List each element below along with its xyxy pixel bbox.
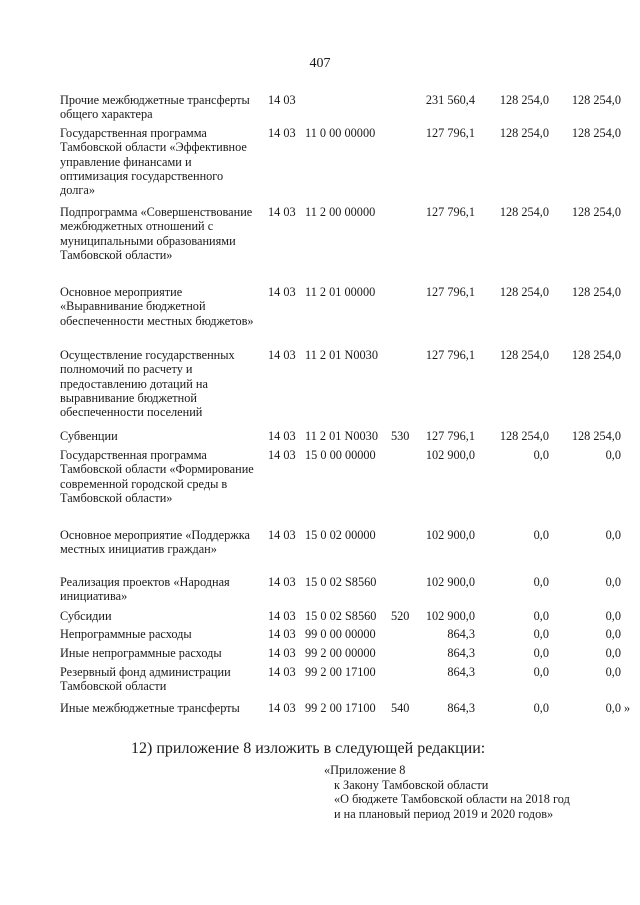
row-amount-2020: 0,0 [605, 448, 621, 462]
row-name: Непрограммные расходы [60, 627, 192, 641]
row-name: Государственная программа Тамбовской области «Формирование современной городской среды в Тамбовской области» [60, 448, 254, 505]
row-amount-2019: 0,0 [533, 609, 549, 623]
row-section: 14 03 [268, 575, 296, 589]
row-name: Прочие межбюджетные трансферты общего характера [60, 93, 250, 122]
row-amount-2020: 0,0 [605, 575, 621, 589]
row-amount-2020: 0,0 [605, 609, 621, 623]
row-amount-2019: 128 254,0 [499, 126, 549, 140]
row-name: Основное мероприятие «Выравнивание бюджетной обеспеченности местных бюджетов» [60, 285, 254, 328]
row-target-article: 99 2 00 17100 [305, 665, 376, 679]
row-section: 14 03 [268, 126, 296, 140]
row-name: Осуществление государственных полномочий по расчету и предоставлению дотаций на выравнивание бюджетной обеспеченности поселений [60, 348, 235, 420]
row-target-article: 15 0 02 S8560 [305, 609, 377, 623]
page-number: 407 [309, 56, 331, 71]
row-amount-2018: 127 796,1 [425, 348, 475, 362]
appendix-law-title: «О бюджете Тамбовской области на 2018 год [334, 792, 570, 807]
row-amount-2018: 127 796,1 [425, 285, 475, 299]
row-section: 14 03 [268, 285, 296, 299]
row-name: Субсидии [60, 609, 112, 623]
row-amount-2019: 128 254,0 [499, 205, 549, 219]
row-amount-2019: 128 254,0 [499, 348, 549, 362]
row-amount-2018: 102 900,0 [425, 609, 475, 623]
row-amount-2018: 864,3 [447, 627, 475, 641]
row-name: Подпрограмма «Совершенствование межбюджетных отношений с муниципальными образованиями Тамбовской области» [60, 205, 253, 262]
row-amount-2019: 0,0 [533, 665, 549, 679]
row-target-article: 99 0 00 00000 [305, 627, 376, 641]
row-target-article: 15 0 02 00000 [305, 528, 376, 542]
row-amount-2019: 0,0 [533, 646, 549, 660]
row-amount-2020: 0,0 [605, 646, 621, 660]
row-amount-2020: 128 254,0 [571, 126, 621, 140]
row-target-article: 15 0 00 00000 [305, 448, 376, 462]
row-name: Резервный фонд администрации Тамбовской области [60, 665, 231, 694]
row-amount-2020: 128 254,0 [571, 285, 621, 299]
row-section: 14 03 [268, 627, 296, 641]
appendix-heading [324, 763, 570, 821]
row-expense-type: 520 [391, 609, 410, 623]
row-section: 14 03 [268, 609, 296, 623]
amendment-instruction: 12) приложение 8 изложить в следующей редакции: [131, 740, 486, 757]
row-amount-2018: 102 900,0 [425, 575, 475, 589]
row-name: Иные непрограммные расходы [60, 646, 222, 660]
row-amount-2018: 864,3 [447, 701, 475, 715]
appendix-law-ref: к Закону Тамбовской области [334, 777, 489, 792]
row-target-article: 11 2 01 N0030 [305, 348, 378, 362]
row-amount-2018: 102 900,0 [425, 528, 475, 542]
row-amount-2018: 127 796,1 [425, 429, 475, 443]
row-amount-2020: 0,0 [605, 627, 621, 641]
row-amount-2020: 128 254,0 [571, 205, 621, 219]
row-section: 14 03 [268, 701, 296, 715]
row-section: 14 03 [268, 205, 296, 219]
row-amount-2020: 0,0 [605, 528, 621, 542]
row-section: 14 03 [268, 528, 296, 542]
row-target-article: 99 2 00 17100 [305, 701, 376, 715]
row-name: Иные межбюджетные трансферты [60, 701, 240, 715]
row-target-article: 11 0 00 00000 [305, 126, 376, 140]
row-expense-type: 530 [391, 429, 410, 443]
closing-quote: » [624, 701, 631, 715]
row-name: Основное мероприятие «Поддержка местных инициатив граждан» [60, 528, 250, 557]
row-amount-2019: 0,0 [533, 448, 549, 462]
row-name: Субвенции [60, 429, 118, 443]
row-section: 14 03 [268, 448, 296, 462]
appendix-title: «Приложение 8 [324, 763, 406, 777]
row-amount-2019: 128 254,0 [499, 93, 549, 107]
row-target-article: 11 2 01 N0030 [305, 429, 378, 443]
row-target-article: 15 0 02 S8560 [305, 575, 377, 589]
row-amount-2018: 127 796,1 [425, 126, 475, 140]
row-target-article: 11 2 00 00000 [305, 205, 376, 219]
row-target-article: 99 2 00 00000 [305, 646, 376, 660]
row-expense-type: 540 [391, 701, 410, 715]
row-amount-2020: 0,0 [605, 701, 621, 715]
row-section: 14 03 [268, 93, 296, 107]
row-amount-2018: 231 560,4 [425, 93, 475, 107]
row-section: 14 03 [268, 348, 296, 362]
row-amount-2019: 128 254,0 [499, 285, 549, 299]
appendix-law-title-cont: и на плановый период 2019 и 2020 годов» [334, 806, 554, 821]
row-name: Государственная программа Тамбовской области «Эффективное управление финансами и оптимизация государственного долга» [60, 126, 247, 198]
row-section: 14 03 [268, 429, 296, 443]
row-amount-2019: 128 254,0 [499, 429, 549, 443]
row-amount-2018: 864,3 [447, 665, 475, 679]
row-amount-2019: 0,0 [533, 528, 549, 542]
row-amount-2020: 128 254,0 [571, 93, 621, 107]
row-amount-2018: 127 796,1 [425, 205, 475, 219]
row-name: Реализация проектов «Народная инициатива» [60, 575, 230, 604]
row-amount-2019: 0,0 [533, 627, 549, 641]
row-section: 14 03 [268, 646, 296, 660]
row-target-article: 11 2 01 00000 [305, 285, 376, 299]
row-amount-2019: 0,0 [533, 701, 549, 715]
row-section: 14 03 [268, 665, 296, 679]
row-amount-2019: 0,0 [533, 575, 549, 589]
row-amount-2020: 128 254,0 [571, 429, 621, 443]
row-amount-2020: 0,0 [605, 665, 621, 679]
row-amount-2018: 864,3 [447, 646, 475, 660]
row-amount-2020: 128 254,0 [571, 348, 621, 362]
row-amount-2018: 102 900,0 [425, 448, 475, 462]
